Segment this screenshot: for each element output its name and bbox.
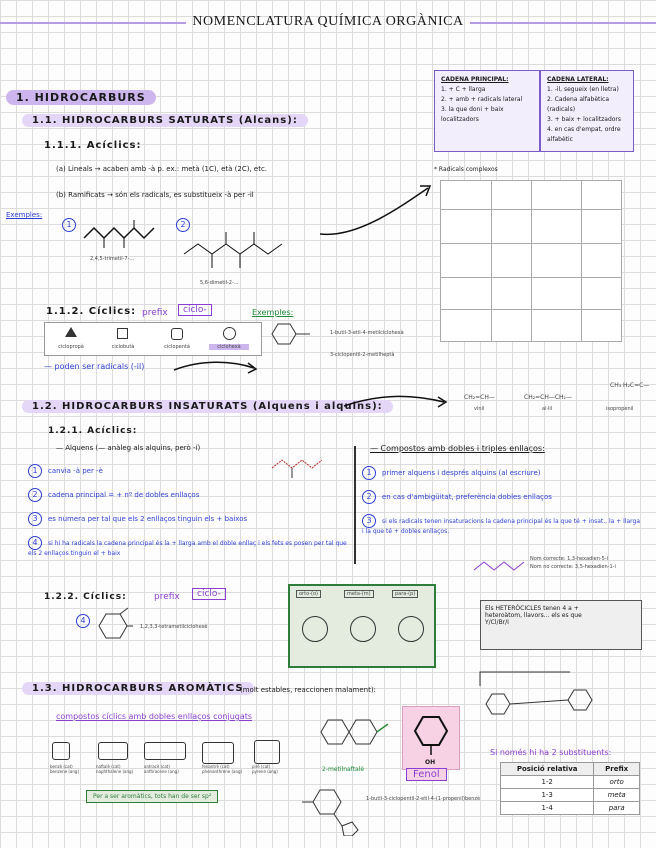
- table-cell: meta: [594, 789, 640, 802]
- cyclic-name: ciclohexà: [209, 344, 249, 350]
- title-rule-right: [470, 22, 656, 24]
- radical-name-isopropenil: isopropenil: [606, 406, 634, 412]
- aromatic-name: benzè (cat): [50, 764, 73, 769]
- aromatic-name-pire: [252, 764, 278, 774]
- aromatics-row: [46, 738, 296, 782]
- radical-formula-allil: CH₂=CH—CH₂—: [524, 394, 572, 401]
- heterocicles-note: [480, 600, 642, 650]
- cyclic-example-name-2: 3-ciclopentil-2-metilheptà: [330, 352, 395, 358]
- number-4-icon: 4: [76, 614, 90, 628]
- example-1-number: [62, 212, 82, 232]
- nom-no-correcte: Nom no correcte: 3,5-hexadien-1-í: [530, 564, 616, 570]
- arrow-to-radicals: [316, 180, 436, 240]
- radical-name-allil: al·lil: [542, 406, 553, 412]
- para-label: para-(p): [392, 590, 418, 598]
- cadena-lateral-block: [547, 75, 631, 145]
- anthracene-icon: [144, 742, 186, 760]
- aromatic-name-benze: [50, 764, 79, 774]
- example-1-molecule: [80, 218, 160, 250]
- hexadiene-molecule: [470, 550, 530, 578]
- number-2-icon: 2: [176, 218, 190, 232]
- aromatic-name: naftalè (cat): [96, 764, 121, 769]
- triangle-icon: [65, 327, 77, 337]
- title-bar: [0, 14, 656, 32]
- alquens-example-molecule: [266, 448, 336, 484]
- example-2-molecule: [178, 224, 288, 284]
- prefix-ciclo-value: ciclo-: [178, 304, 212, 316]
- rule-4-text: si hi ha radicals la cadena principal és la + llarga amb el doble enllaç i els fets es posen per tal que els 2 enllaços tinguin el + baix: [28, 540, 347, 557]
- example-2-name: 5,6-dimetil-2-...: [200, 280, 239, 286]
- table-cell: orto: [594, 776, 640, 789]
- cadena-lateral-item: 2. Cadena alfabètica (radicals): [547, 96, 610, 113]
- cyclic-example-molecule: [264, 320, 324, 356]
- compostos-rule-3: [362, 514, 642, 535]
- title-rule-left: [0, 22, 186, 24]
- naphthalene-icon: [98, 742, 128, 760]
- phenanthrene-icon: [202, 742, 234, 764]
- number-3-icon: 3: [362, 514, 376, 528]
- benzene-ortho-icon: [302, 616, 328, 642]
- cyclic-name: ciclopropà: [58, 344, 84, 350]
- number-1-icon: 1: [62, 218, 76, 232]
- exemples-2-label: Exemples:: [252, 308, 294, 317]
- table-header-row: [501, 763, 640, 776]
- aromatic-name-antrace: [144, 764, 179, 774]
- table-row: [501, 802, 640, 815]
- radicals-col-line-1: [491, 181, 492, 341]
- fenol-box: [402, 706, 460, 770]
- arrow-to-radicals-2: [340, 392, 450, 412]
- cadena-principal-item: 3. la que doni + baix localitzadors: [441, 106, 504, 123]
- item-lineals: (a) Lineals → acaben amb -à p. ex.: metà (1C), età (2C), etc.: [56, 165, 268, 173]
- alquens-note: — Alquens (— anàleg als alquins, però -í): [56, 444, 201, 452]
- heterocicles-text: Els HETERÒCICLES tenen 4 a + heteroàtom, llavors... els es que Y/Cl/Br/I: [485, 605, 582, 626]
- aromatic-sub: phenanthrene (ang): [202, 769, 243, 774]
- pentagon-icon: [171, 328, 183, 340]
- rule-2-text: cadena principal = + nº de dobles enllaços: [48, 491, 200, 499]
- two-subs-title: Si només hi ha 2 substituents:: [490, 748, 612, 757]
- orto-label: orto-(o): [296, 590, 321, 598]
- number-1-icon: 1: [362, 466, 376, 480]
- number-4-icon: 4: [28, 536, 42, 550]
- aromatics-subtitle: compostos cíclics amb dobles enllaços conjugats: [56, 712, 253, 721]
- vertical-divider: [354, 446, 356, 564]
- radicals-title: * Radicals complexos: [434, 166, 498, 173]
- table-cell: 1-3: [501, 789, 594, 802]
- cyclic-example-name-1: 1-butil-3-etil-4-metilciclohexà: [330, 330, 404, 336]
- compostos-rule-3-text: si els radicals tenen insaturacions la cadena principal és la que té + insat., la + llarga i la que té + dobles enllaços.: [362, 518, 641, 535]
- radicals-row-line-2: [441, 277, 621, 278]
- table-header: Prefix: [594, 763, 640, 776]
- table-row: [501, 789, 640, 802]
- substituted-benzene-name: 1-butil-3-ciclopentil-2-etil-4-(1-propenil)benzè: [366, 796, 481, 802]
- methylnaphthalene-label: 2-metilnaftalè: [322, 766, 365, 773]
- item-ramificats: (b) Ramificats → són els radicals, es substitueix -à per -il: [56, 191, 254, 199]
- table-header: Posició relativa: [501, 763, 594, 776]
- cadena-lateral-title: CADENA LATERAL:: [547, 76, 609, 83]
- table-row: [501, 776, 640, 789]
- exemples-label: Exemples:: [6, 211, 43, 219]
- phenol-oh: OH: [425, 759, 436, 766]
- radical-name-vinil: vinil: [474, 406, 485, 412]
- methylnaphthalene-molecule: [316, 710, 396, 762]
- aromatic-sub: benzene (ang): [50, 769, 80, 774]
- radicals-row-line-3: [441, 309, 621, 310]
- aromatic-sub: anthracene (ang): [144, 769, 179, 774]
- cadena-divider: [539, 71, 541, 151]
- rule-3-text: es numera per tal que els 2 enllaços tinguin els + baixos: [48, 515, 248, 523]
- aromatic-name: fenantrè (cat): [202, 764, 230, 769]
- aromatic-name-naftale: [96, 764, 133, 774]
- page-title: NOMENCLATURA QUÍMICA ORGÀNICA: [192, 14, 464, 29]
- fenol-label: Fenol: [406, 768, 447, 781]
- cadena-lateral-item: 3. + baix + localitzadors: [547, 116, 622, 123]
- ortho-meta-para-frame: [288, 584, 436, 668]
- prefix-label: prefix: [142, 308, 168, 318]
- subsection-1-1-2-header: 1.1.2. Cíclics:: [46, 306, 137, 317]
- subsection-1-1-1-header: 1.1.1. Acíclics:: [44, 140, 142, 151]
- meta-label: meta-(m): [344, 590, 374, 598]
- cadena-box: [434, 70, 634, 152]
- section-1-header: 1. HIDROCARBURS: [6, 90, 156, 105]
- cadena-principal-block: [441, 75, 529, 125]
- radicals-col-line-3: [581, 181, 582, 341]
- aromatic-name: antracè (cat): [144, 764, 170, 769]
- substituents-table: [500, 762, 640, 815]
- cadena-lateral-item: 4. en cas d'empat, ordre alfabètic: [547, 126, 621, 143]
- benzene-para-icon: [398, 616, 424, 642]
- subsection-1-1-header: 1.1. HIDROCARBURS SATURATS (Alcans):: [22, 114, 308, 127]
- cadena-principal-title: CADENA PRINCIPAL:: [441, 76, 509, 83]
- cyclic-name: ciclopentà: [164, 344, 190, 350]
- cadena-principal-item: 2. + amb + radicals lateral: [441, 96, 523, 103]
- number-3-icon: 3: [28, 512, 42, 526]
- number-2-icon: 2: [28, 488, 42, 502]
- hexagon-icon: [223, 327, 236, 340]
- compostos-rule-1-text: primer alquens i després alquins (al escriure): [382, 469, 541, 477]
- cadena-principal-item: 1. + C + llarga: [441, 86, 486, 93]
- radicals-complex-table: [440, 180, 622, 342]
- subsection-1-2-1-header: 1.2.1. Acíclics:: [48, 426, 138, 436]
- prefix-label-2: prefix: [154, 592, 180, 602]
- cyclic-2-number: [76, 608, 96, 628]
- cyclic-name: ciclobutà: [111, 344, 135, 350]
- aromatic-sub: naphthalene (ang): [96, 769, 134, 774]
- nom-correcte: Nom correcte: 1,3-hexadien-5-í: [530, 556, 609, 562]
- number-1-icon: 1: [28, 464, 42, 478]
- subsection-1-2-header: 1.2. HIDROCARBURS INSATURATS (Alquens i alquins):: [22, 400, 393, 413]
- example-1-name: 2,4,5-trimetil-7-...: [90, 256, 135, 262]
- rule-3: [28, 512, 350, 526]
- subsection-1-2-2-header: 1.2.2. Cíclics:: [44, 592, 127, 602]
- rule-1-text: canvia -à per -è: [48, 467, 103, 475]
- phenol-ring: [411, 713, 451, 761]
- aromatic-example-structure: [470, 666, 640, 722]
- compostos-rule-1: [362, 466, 642, 480]
- aromatic-sub: pyrene (ang): [252, 769, 278, 774]
- rule-2: [28, 488, 350, 502]
- number-2-icon: 2: [362, 490, 376, 504]
- table-cell: 1-4: [501, 802, 594, 815]
- square-icon: [117, 328, 128, 339]
- cadena-lateral-item: 1. -il, segueix (en lletra): [547, 86, 619, 93]
- aromatic-green-note: Per a ser aromàtics, tots han de ser sp²: [86, 790, 218, 803]
- prefix-ciclo-value-2: ciclo-: [192, 588, 226, 600]
- benzene-meta-icon: [350, 616, 376, 642]
- radical-formula-vinil: CH₂=CH—: [464, 394, 495, 401]
- table-cell: 1-2: [501, 776, 594, 789]
- compostos-rule-2: [362, 490, 642, 504]
- compostos-title: — Compostos amb dobles i triples enllaços:: [370, 444, 545, 453]
- subsection-1-3-header: 1.3. HIDROCARBURS AROMÀTICS: [22, 682, 254, 695]
- radicals-note: — poden ser radicals (-il): [44, 362, 145, 371]
- table-cell: para: [594, 802, 640, 815]
- aromatic-name-fenantre: [202, 764, 242, 774]
- rule-4: [28, 536, 350, 557]
- cyclic-example-name: 1,2,3,3-tetrametilciclohexè: [140, 624, 208, 630]
- cyclohexene-molecule: [94, 606, 134, 646]
- arrow-radicals: [170, 358, 260, 378]
- radicals-col-line-2: [531, 181, 532, 341]
- substituted-benzene-molecule: [300, 780, 370, 836]
- pyrene-icon: [254, 740, 280, 764]
- aromatic-name: pirè (cat): [252, 764, 271, 769]
- radical-formula-isopropenil: CH₃ H₂C=C—: [610, 382, 650, 389]
- cyclic-alkanes-strip: [44, 322, 262, 356]
- compostos-rule-2-text: en cas d'ambigüitat, preferència dobles enllaços: [382, 493, 552, 501]
- subsection-1-3-note: (molt estables, reaccionen malament):: [240, 686, 376, 694]
- benzene-icon: [52, 742, 70, 760]
- radicals-row-line-1: [441, 243, 621, 244]
